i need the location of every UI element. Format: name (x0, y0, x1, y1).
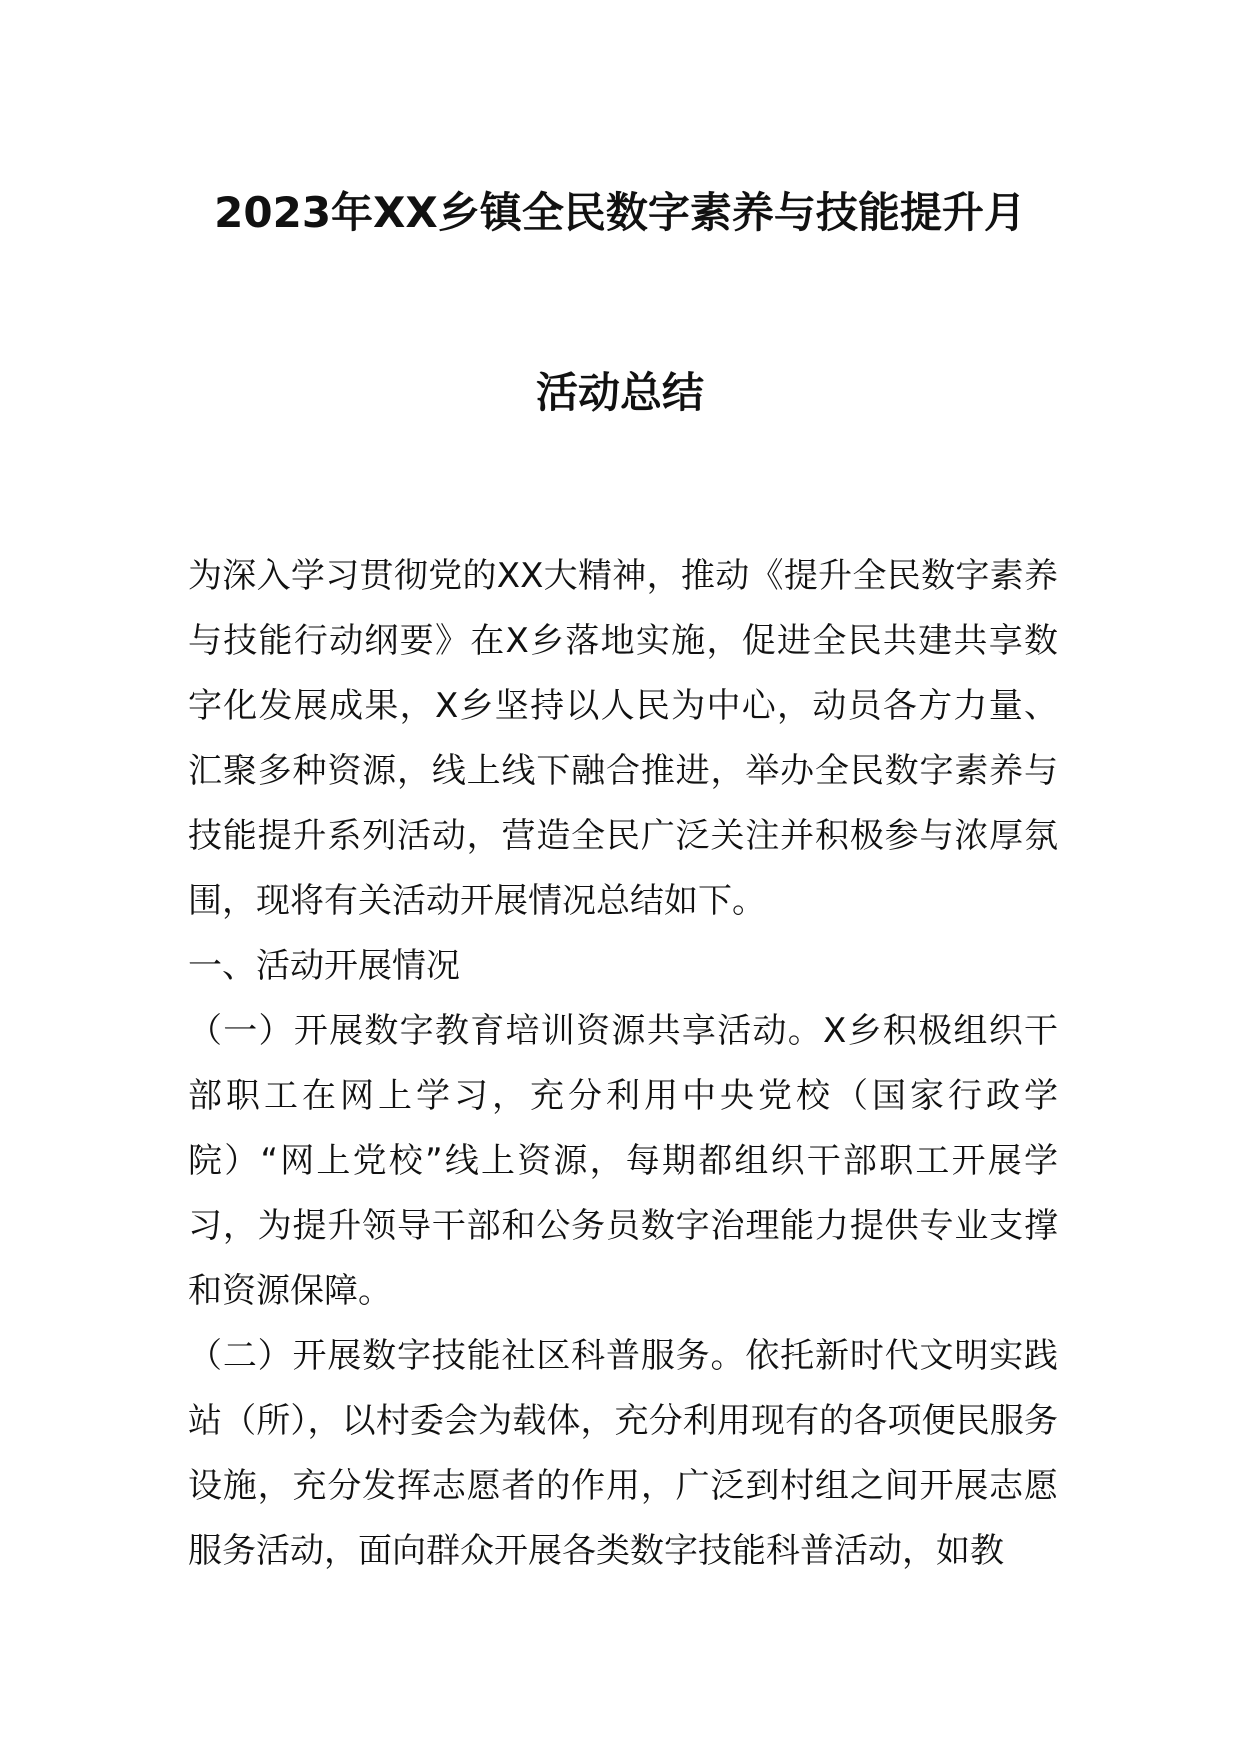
document-title-line-1: 2023年XX乡镇全民数字素养与技能提升月 (214, 188, 1026, 237)
subsection-paragraph-1: （一）开展数字教育培训资源共享活动。X乡积极组织干部职工在网上学习，充分利用中央党校（国家行政学院）“网上党校”线上资源，每期都组织干部职工开展学习，为提升领导干部和公务员数字治理能力提供专业支撑和资源保障。 (188, 1011, 1058, 1311)
section-heading-activities: 一、活动开展情况 (188, 946, 460, 986)
subsection-paragraph-2: （二）开展数字技能社区科普服务。依托新时代文明实践站（所），以村委会为载体，充分利用现有的各项便民服务设施，充分发挥志愿者的作用，广泛到村组之间开展志愿服务活动，面向群众开展各类数字技能科普活动，如教 (188, 1336, 1058, 1571)
document-title-line-2: 活动总结 (535, 368, 704, 417)
intro-paragraph: 为深入学习贯彻党的XX大精神，推动《提升全民数字素养与技能行动纲要》在X乡落地实施，促进全民共建共享数字化发展成果，X乡坚持以人民为中心，动员各方力量、汇聚多种资源，线上线下融合推进，举办全民数字素养与技能提升系列活动，营造全民广泛关注并积极参与浓厚氛围，现将有关活动开展情况总结如下。 (188, 556, 1058, 921)
document-body (188, 544, 1058, 1584)
